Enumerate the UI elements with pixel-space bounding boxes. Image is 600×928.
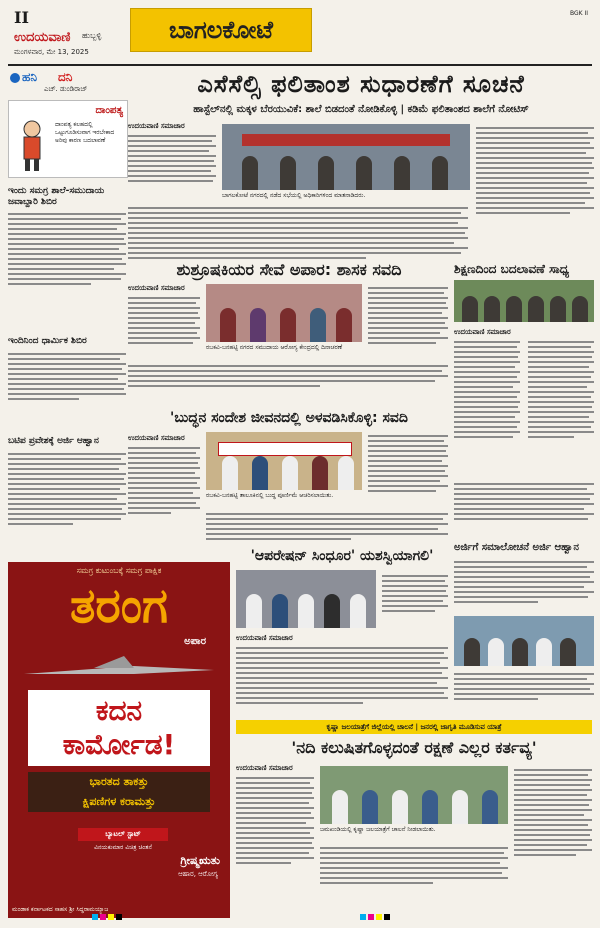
registration-mark — [376, 914, 382, 920]
cartoon-figure-icon — [15, 119, 49, 171]
left-item-2-headline: ಇಂದಿನಿಂದ ಧಾರ್ಮಿಕ ಶಿಬಿರ — [8, 336, 87, 346]
photo-person — [452, 790, 468, 824]
taranga-advertisement[interactable] — [8, 562, 230, 918]
photo-person — [332, 790, 348, 824]
registration-mark — [116, 914, 122, 920]
story3-body-col-2 — [528, 338, 594, 441]
story3-body-col-1 — [454, 338, 520, 441]
registration-mark — [368, 914, 374, 920]
ad-brand-sub: ಅಪಾರ — [184, 636, 206, 647]
story4-photo-caption: ರಬಕವಿ-ಬನಹಟ್ಟಿ ತಾಲೂಕಿನಲ್ಲಿ ಬುದ್ಧ ಪೂರ್ಣಿಮೆ ಆಚರಿಸಲಾಯಿತು. — [206, 492, 334, 499]
ad-tagline: ಸಮಗ್ರ ಕುಟುಂಬಕ್ಕೆ ಸಮಗ್ರ ಪಾಕ್ಷಿಕ — [76, 566, 162, 575]
story2-body-lower — [128, 362, 448, 390]
story7-body-lower — [320, 844, 508, 887]
ad-badge: ಬ್ಯಾಟಲ್‌ ಸ್ಟಾಟ್‌ — [78, 828, 168, 841]
story5-body — [454, 558, 594, 606]
story7-kicker: ಉದಯವಾಣಿ ಸಮಾಚಾರ — [236, 764, 293, 772]
story5-photo — [454, 616, 594, 666]
photo-person — [550, 296, 566, 322]
lead-body-col-right — [476, 124, 594, 217]
lead-photo-backdrop — [242, 134, 450, 146]
photo-person — [560, 638, 576, 666]
page-number: II — [14, 8, 29, 27]
photo-person — [464, 638, 480, 666]
ad-band — [28, 772, 210, 812]
story7-body-left — [236, 774, 314, 867]
lead-body-col-1 — [128, 132, 216, 185]
paper-edition: ಹುಬ್ಬಳ್ಳಿ — [82, 31, 102, 40]
story6-photo — [236, 570, 376, 628]
photo-person — [282, 456, 298, 490]
story4-kicker: ಉದಯವಾಣಿ ಸಮಾಚಾರ — [128, 434, 185, 442]
ad-headline — [28, 690, 210, 766]
brand-word-1: ಹನಿ — [22, 70, 37, 84]
ad-headline-line-1: ಕದನ — [95, 694, 143, 727]
ad-headline-line-2: ಕಾರ್ಮೋಡ! — [62, 728, 176, 761]
story3-body-lower — [454, 480, 594, 523]
registration-mark — [100, 914, 106, 920]
lead-body-lower — [128, 204, 468, 262]
lead-kicker: ಉದಯವಾಣಿ ಸಮಾಚಾರ — [128, 122, 185, 130]
story2-body-left — [128, 294, 200, 347]
story7-photo — [320, 766, 508, 824]
registration-mark — [360, 914, 366, 920]
photo-person — [318, 156, 334, 190]
brand-dot-icon — [10, 73, 20, 83]
photo-person — [298, 594, 314, 628]
photo-person — [222, 456, 238, 490]
photo-person — [310, 308, 326, 342]
left-item-1-body — [8, 210, 126, 288]
photo-person — [536, 638, 552, 666]
story6-headline: 'ಆಪರೇಷನ್‌ ಸಿಂಧೂರ' ಯಶಸ್ವಿಯಾಗಲಿ' — [250, 548, 434, 564]
photo-person — [356, 156, 372, 190]
section-title-box — [130, 8, 312, 52]
photo-person — [312, 456, 328, 490]
masthead-rule — [8, 64, 592, 66]
story4-photo-backdrop — [218, 442, 351, 456]
story4-photo — [206, 432, 362, 490]
story7-headline: 'ನದಿ ಕಲುಷಿತಗೊಳ್ಳದಂತೆ ರಕ್ಷಣೆ ಎಲ್ಲರ ಕರ್ತವ್ಯ' — [291, 738, 537, 757]
story5-headline: ಅರ್ಜಿಗೆ ಸಮಾಲೋಚನೆ ಅರ್ಜಿ ಆಹ್ವಾನ — [454, 542, 579, 553]
masthead — [8, 8, 592, 64]
cartoon-box — [8, 100, 128, 178]
column-brand — [8, 70, 126, 100]
edition-code: BGK II — [569, 10, 588, 17]
ad-band-line-2: ಕ್ಷಿಪಣಿಗಳ ಕರಾಮತ್ತು — [82, 795, 156, 808]
section-title: ಬಾಗಲಕೋಟೆ — [168, 16, 274, 44]
cartoon-caption: ದಾಂಪತ್ಯ ಕಲಹದಲ್ಲಿ ಒಟ್ಟುಗೂಡಿಸುವಾಗ ಇರಬೇಕಾದ ಅರಿವು ಕಾರಣ ಬದಲಾವಣೆ — [55, 121, 115, 144]
jet-icon — [14, 654, 224, 684]
photo-person — [572, 296, 588, 322]
registration-mark — [92, 914, 98, 920]
jalayatra-banner: ಕೃಷ್ಣಾ ಜಲಯಾತ್ರೆಗೆ ಜಿಲ್ಲೆಯಲ್ಲಿ ಚಾಲನೆ | ಜನರಲ್ಲಿ ಜಾಗೃತಿ ಮೂಡಿಸುವ ಯಾತ್ರೆ — [236, 720, 592, 734]
brand-word-2: ದನಿ — [58, 70, 73, 84]
story4-body-left — [128, 444, 200, 517]
story7-body-right — [514, 766, 592, 859]
photo-person — [484, 296, 500, 322]
photo-person — [280, 308, 296, 342]
photo-person — [280, 156, 296, 190]
registration-mark — [384, 914, 390, 920]
lead-photo — [222, 124, 470, 190]
photo-person — [432, 156, 448, 190]
date-line: ಮಂಗಳವಾರ, ಮೇ 13, 2025 — [14, 48, 89, 56]
lead-headline-text: ಎಸೆಸೆಲ್ಸಿ ಫಲಿತಾಂಶ ಸುಧಾರಣೆಗೆ ಸೂಚನೆ — [197, 70, 525, 98]
photo-person — [482, 790, 498, 824]
story5-body-lower — [454, 670, 594, 703]
story3-kicker: ಉದಯವಾಣಿ ಸಮಾಚಾರ — [454, 328, 511, 336]
left-item-1-headline: ಇಂದು ಸಮಗ್ರ ಶಾಲೆ-ಸಮುದಾಯ ಜವಾಬ್ದಾರಿ ಶಿಬಿರ — [8, 186, 105, 207]
photo-person — [350, 594, 366, 628]
ad-side-title: ಗ್ರೀಷ್ಮಋತು — [180, 854, 220, 867]
story4-headline: 'ಬುದ್ಧನ ಸಂದೇಶ ಜೀವನದಲ್ಲಿ ಅಳವಡಿಸಿಕೊಳ್ಳಿ: ಸವದಿ — [170, 410, 408, 426]
story6-body — [236, 644, 448, 707]
photo-person — [336, 308, 352, 342]
photo-person — [462, 296, 478, 322]
story6-body-side — [382, 572, 448, 615]
lead-subheadline: ಹಾಸ್ಟೆಲ್‌ನಲ್ಲಿ ಮಕ್ಕಳ ಬೆರಯುವಿಕೆ: ಶಾಲೆ ಬಿಡದಂತೆ ನೋಡಿಕೊಳ್ಳಿ | ಕಡಿಮೆ ಫಲಿತಾಂಶದ ಶಾಲೆಗೆ ನೋಟಿಸ್‌ — [193, 104, 529, 115]
photo-person — [272, 594, 288, 628]
photo-person — [422, 790, 438, 824]
photo-person — [246, 594, 262, 628]
photo-person — [220, 308, 236, 342]
photo-person — [250, 308, 266, 342]
left-item-3-body — [8, 450, 126, 528]
photo-person — [324, 594, 340, 628]
lead-headline — [128, 70, 594, 100]
lead-photo-caption: ಬಾಗಲಕೋಟೆ ನಗರದಲ್ಲಿ ನಡೆದ ಸಭೆಯಲ್ಲಿ ಅಧಿಕಾರಿಗಳಿಂದ ಮಾತನಾಡಿದರು. — [222, 192, 366, 199]
registration-mark — [108, 914, 114, 920]
story2-kicker: ಉದಯವಾಣಿ ಸಮಾಚಾರ — [128, 284, 185, 292]
ad-badge-sub: ವಿನಯಕುಮಾರ ವಿಚಿತ್ರ ಚಿಂತನೆ — [94, 844, 152, 851]
story7-photo-caption: ಜಮಖಂಡಿಯಲ್ಲಿ ಕೃಷ್ಣಾ ಜಲಯಾತ್ರೆಗೆ ಚಾಲನೆ ನೀಡಲಾಯಿತು. — [320, 826, 436, 833]
photo-person — [488, 638, 504, 666]
photo-person — [392, 790, 408, 824]
left-item-3-headline: ಬಟಿಪ ಪ್ರವೇಶಕ್ಕೆ ಅರ್ಜಿ ಆಹ್ವಾನ — [8, 436, 99, 446]
left-column — [8, 70, 126, 550]
story2-photo — [206, 284, 362, 342]
paper-name: ಉದಯವಾಣಿ — [14, 30, 71, 45]
column-byline: ಎಚ್‌. ಡುಂಡಿರಾಜ್‌ — [44, 85, 88, 93]
cartoon-title: ದಾಂಪತ್ಯ — [95, 105, 123, 116]
photo-person — [528, 296, 544, 322]
photo-person — [338, 456, 354, 490]
left-item-2-body — [8, 350, 126, 403]
photo-person — [242, 156, 258, 190]
ad-band-line-1: ಭಾರತದ ತಾಕತ್ತು — [89, 775, 149, 788]
ad-footer: ಮಂಡಾಕ ಕರ್ನಾಟಕದ ಸಾಹಸ ಶ್ರೀ ಸಿದ್ಧರಾಮಯ್ಯಾಜ — [12, 906, 109, 913]
story3-headline: ಶಿಕ್ಷಣದಿಂದ ಬದಲಾವಣೆ ಸಾಧ್ಯ — [454, 262, 570, 276]
story2-headline: ಶುಶ್ರೂಷಕಿಯರ ಸೇವೆ ಅಪಾರ: ಶಾಸಕ ಸವದಿ — [176, 260, 402, 279]
ad-brand: ತರಂಗ — [69, 578, 169, 634]
photo-person — [362, 790, 378, 824]
photo-person — [506, 296, 522, 322]
story2-body-right — [368, 284, 448, 347]
story2-photo-caption: ರಬಕವಿ-ಬನಹಟ್ಟಿ ನಗರದ ಸಮುದಾಯ ಆರೋಗ್ಯ ಕೇಂದ್ರದಲ್ಲಿ ದಿನಾಚರಣೆ — [206, 344, 343, 351]
photo-person — [394, 156, 410, 190]
story6-kicker: ಉದಯವಾಣಿ ಸಮಾಚಾರ — [236, 634, 293, 642]
photo-person — [252, 456, 268, 490]
story4-body-right — [368, 432, 448, 495]
story4-body-lower — [206, 510, 448, 543]
photo-person — [512, 638, 528, 666]
ad-side-sub: ಆಹಾರ, ಆರೋಗ್ಯ — [178, 870, 218, 878]
story3-photo — [454, 280, 594, 322]
